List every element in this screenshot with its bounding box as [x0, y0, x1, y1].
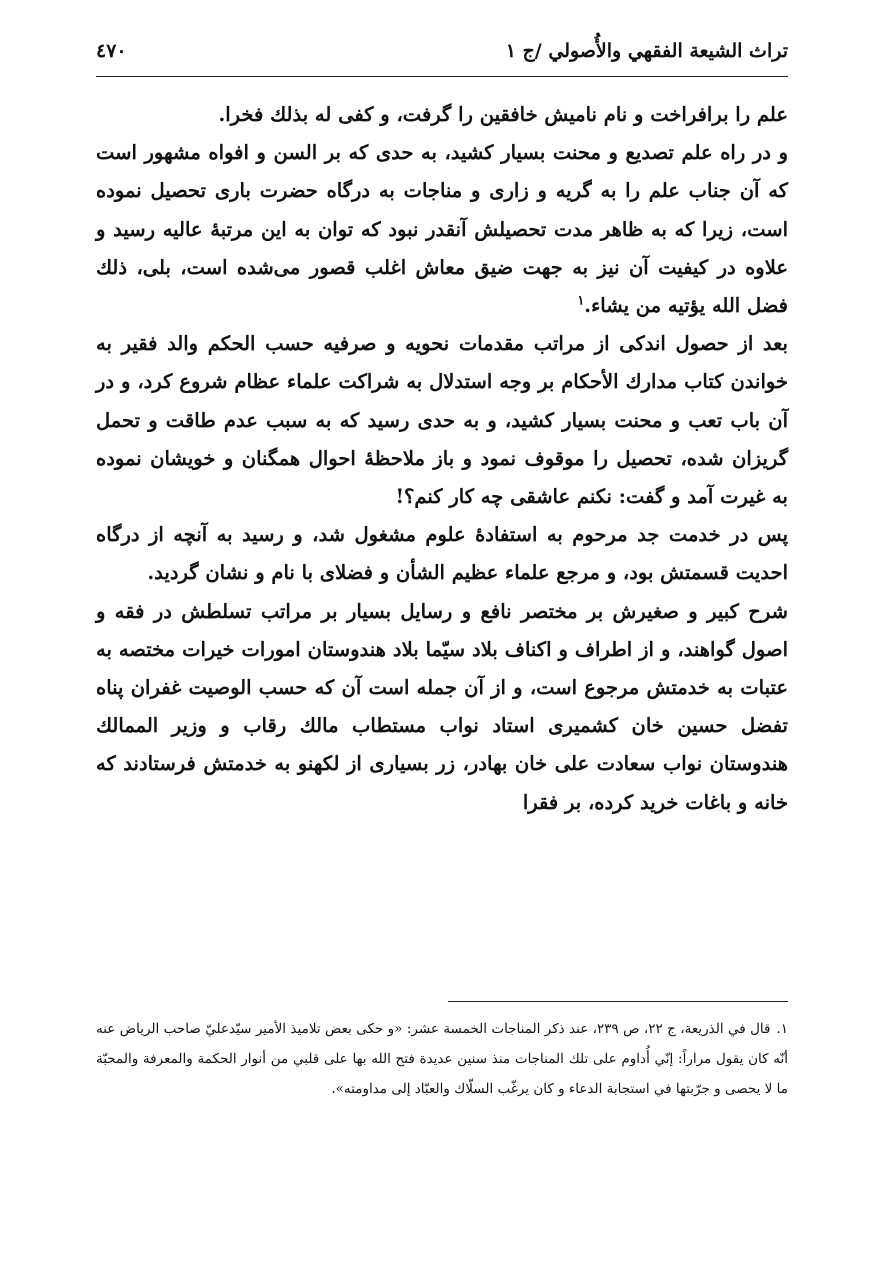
footnote-number: ١. — [776, 1021, 789, 1037]
footnote-paragraph — [96, 1014, 788, 1104]
page-number: ٤٧٠ — [96, 40, 127, 62]
header-rule — [96, 76, 788, 77]
footnote-rule — [448, 1001, 788, 1002]
running-title: تراث الشيعة الفقهي والأُصولي /ج ١ — [505, 40, 788, 62]
paragraph-4: پس در خدمت جد مرحوم به استفادۀ علوم مشغول شد، و رسيد به آنچه از درگاه احديت قسمتش بود، و مرجع علماء عظيم الشأن و فضلاى با نام و نشان گرديد. — [96, 523, 788, 585]
footnote-marker[interactable]: ١ — [577, 293, 585, 309]
paragraph-5: شرح كبير و صغيرش بر مختصر نافع و رسايل بسيار بر مراتب تسلطش در فقه و اصول گواهند، و از اطراف و اكناف بلاد سيّما بلاد هندوستان امورات خيرات مختصه به عتبات به خدمتش مرجوع است، و از آن جمله است آن كه حسب الوصيت غفران پناه تفضل حسين خان كشميرى استاد نواب مستطاب مالك رقاب و وزير الممالك هندوستان نواب سعادت على خان بهادر، زر بسيارى از لكهنو به خدمتش فرستادند كه خانه و باغات خريد كرده، بر فقرا — [96, 599, 788, 814]
paragraph-3: بعد از حصول اندكى از مراتب مقدمات نحويه و صرفيه حسب الحكم والد فقير به خواندن كتاب مدارك الأحكام بر وجه استدلال به شراكت علماء عظام شروع كرد، و در آن باب تعب و محنت بسيار كشيد، و به حدى رسيد كه به سبب عدم طاقت و تحمل گريزان شده، تحصيل را موقوف نمود و باز ملاحظۀ احوال همگنان و خويشان نموده به غيرت آمد و گفت: نكنم عاشقى چه كار كنم؟! — [96, 332, 788, 509]
footnote-text: قال في الذريعة، ج ٢٢، ص ٢٣٩، عند ذكر المناجات الخمسة عشر: «و حكى بعض تلاميذ الأمير سيّدعليّ صاحب الرياض عنه أنّه كان يقول مراراً: إنّي أُداوم على تلك المناجات منذ سنين عديدة فتح الله بها على قلبي من أنوار الحكمة والمعرفة والمحبّة ما لا يحصى و جرّبتها في استجابة الدعاء و كان يرغّب السلّاك والعبّاد إلى مداومته». — [96, 1021, 788, 1097]
main-text — [96, 96, 788, 822]
page-header — [96, 36, 788, 76]
paragraph-2-text: و در راه علم تصديع و محنت بسيار كشيد، به حدى كه بر السن و افواه مشهور است كه آن جناب علم را به گريه و زارى و مناجات به درگاه حضرت بارى تحصيل نموده است، زيرا كه به ظاهر مدت تحصيلش آنقدر نبود كه توان به اين مرتبۀ عاليه رسيد و علاوه در كيفيت آن نيز به جهت ضيق معاش اغلب قصور مى‌شده است، بلى، ذلك فضل الله يؤتيه من يشاء. — [96, 141, 788, 318]
footnote — [96, 1014, 788, 1104]
paragraph-1: علم را برافراخت و نام ناميش خافقين را گرفت، و كفى له بذلك فخرا. — [218, 103, 788, 126]
paragraph-2 — [96, 134, 788, 325]
